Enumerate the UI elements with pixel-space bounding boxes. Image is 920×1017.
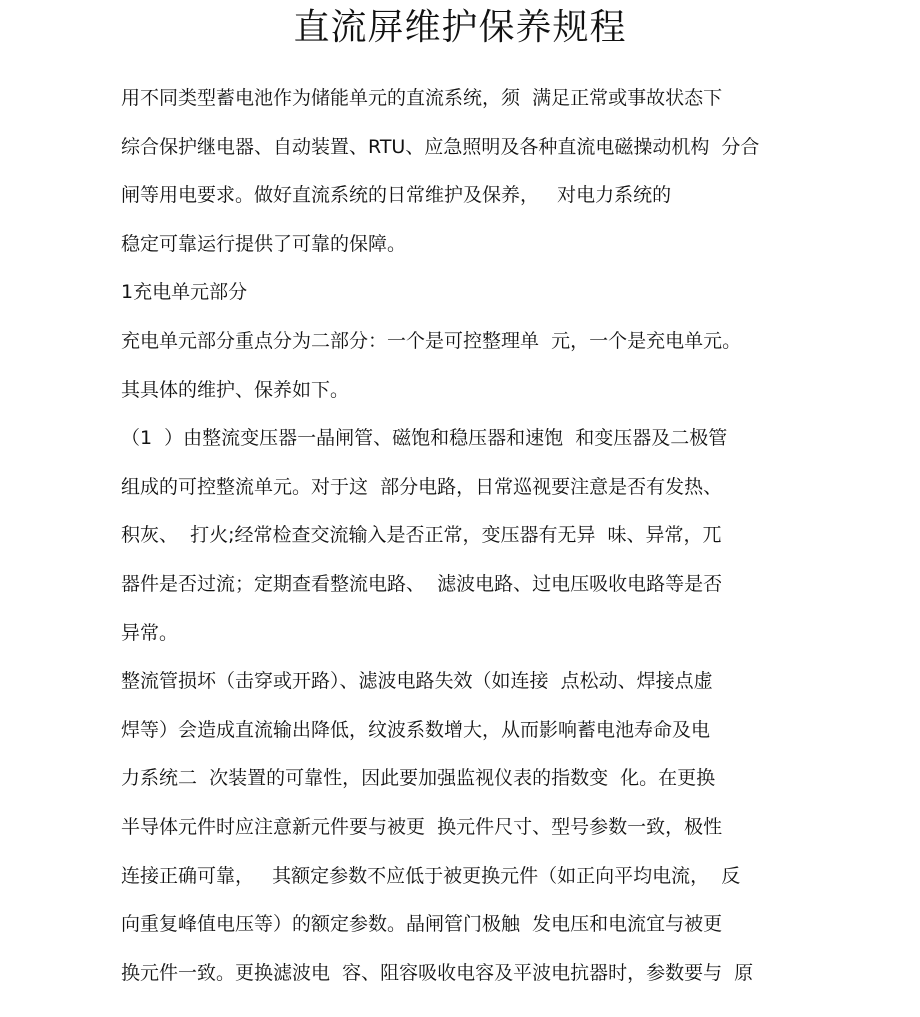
text-line-4: 稳定可靠运行提供了可靠的保障。	[121, 232, 407, 255]
text-line-17: 连接正确可靠， 其额定参数不应低于被更换元件（如正向平均电流， 反	[121, 864, 741, 887]
text-line-2: 综合保护继电器、自动装置、RTU、应急照明及各种直流电磁操动机构 分合	[121, 135, 760, 158]
text-line-3: 闸等用电要求。做好直流系统的日常维护及保养， 对电力系统的	[121, 184, 672, 207]
section-heading: 1充电单元部分	[121, 281, 248, 304]
text-line-8: （1 ）由整流变压器一晶闸管、磁饱和稳压器和速饱 和变压器及二极管	[121, 427, 728, 450]
text-line-6: 充电单元部分重点分为二部分：一个是可控整理单 元，一个是充电单元。	[121, 329, 742, 352]
text-line-19: 换元件一致。更换滤波电 容、阻容吸收电容及平波电抗器时，参数要与 原	[121, 961, 754, 984]
text-line-18: 向重复峰值电压等）的额定参数。晶闸管门极触 发电压和电流宜与被更	[121, 913, 723, 936]
text-line-11: 器件是否过流；定期查看整流电路、 滤波电路、过电压吸收电路等是否	[121, 572, 723, 595]
text-line-15: 力系统二 次装置的可靠性，因此要加强监视仪表的指数变 化。在更换	[121, 767, 716, 790]
document-title: 直流屏维护保养规程	[293, 7, 627, 48]
text-line-14: 焊等）会造成直流输出降低，纹波系数增大，从而影响蓄电池寿命及电	[121, 718, 711, 741]
document-body	[121, 85, 841, 1008]
text-line-9: 组成的可控整流单元。对于这 部分电路，日常巡视要注意是否有发热、	[121, 475, 723, 498]
text-line-13: 整流管损坏（击穿或开路）、滤波电路失效（如连接 点松动、焊接点虚	[121, 670, 713, 693]
text-line-10: 积灰、 打火;经常检查交流输入是否正常，变压器有无异 味、异常，兀	[121, 524, 722, 547]
text-line-1: 用不同类型蓄电池作为储能单元的直流系统，须 满足正常或事故状态下	[121, 87, 723, 109]
text-line-12: 异常。	[121, 621, 179, 644]
text-line-16: 半导体元件时应注意新元件要与被更 换元件尺寸、型号参数一致，极性	[121, 815, 723, 838]
text-line-7: 其具体的维护、保养如下。	[121, 378, 350, 401]
